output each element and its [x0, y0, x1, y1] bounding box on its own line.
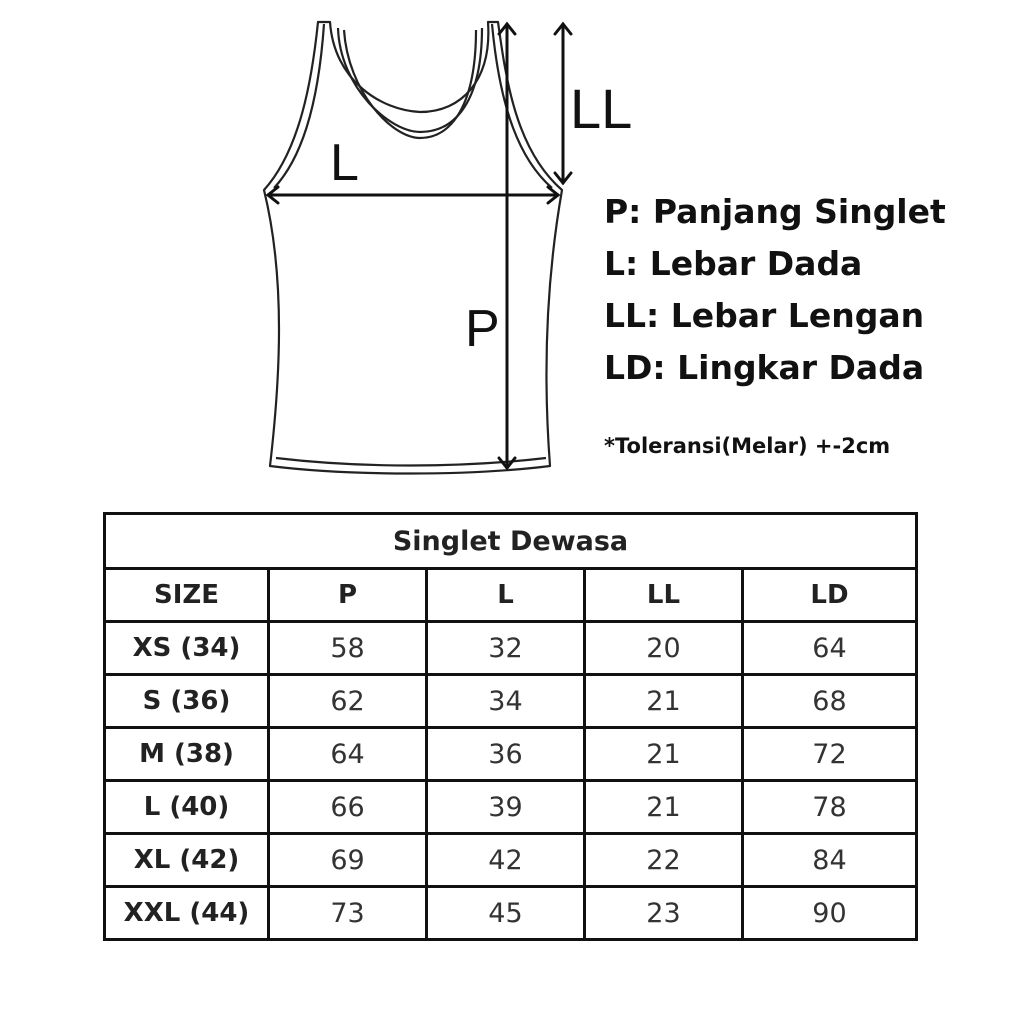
cell-l: 34 — [426, 675, 584, 728]
cell-p: 73 — [269, 887, 427, 940]
cell-ld: 64 — [742, 622, 916, 675]
label-P: P — [465, 300, 500, 358]
cell-ld: 68 — [742, 675, 916, 728]
cell-p: 64 — [269, 728, 427, 781]
legend-item-ll: LL: Lebar Lengan — [604, 296, 925, 335]
size-chart-table — [103, 512, 918, 941]
cell-p: 66 — [269, 781, 427, 834]
header-l: L — [426, 569, 584, 622]
header-size: SIZE — [105, 569, 269, 622]
tolerance-note: *Toleransi(Melar) +-2cm — [604, 434, 891, 458]
singlet-neckline-inner-2 — [344, 30, 476, 138]
cell-size: XXL (44) — [105, 887, 269, 940]
legend-item-l: L: Lebar Dada — [604, 244, 863, 283]
cell-ld: 84 — [742, 834, 916, 887]
cell-size: XL (42) — [105, 834, 269, 887]
cell-l: 32 — [426, 622, 584, 675]
cell-l: 42 — [426, 834, 584, 887]
legend-item-p: P: Panjang Singlet — [604, 192, 946, 231]
table-row — [105, 834, 917, 887]
cell-p: 62 — [269, 675, 427, 728]
cell-ld: 72 — [742, 728, 916, 781]
cell-p: 58 — [269, 622, 427, 675]
cell-ll: 21 — [584, 728, 742, 781]
table-row — [105, 675, 917, 728]
cell-size: L (40) — [105, 781, 269, 834]
table-title: Singlet Dewasa — [105, 514, 917, 569]
label-LL: LL — [570, 77, 633, 140]
cell-l: 45 — [426, 887, 584, 940]
cell-ll: 21 — [584, 781, 742, 834]
cell-size: S (36) — [105, 675, 269, 728]
singlet-neckline-inner — [338, 28, 482, 132]
cell-size: M (38) — [105, 728, 269, 781]
label-L: L — [330, 134, 359, 192]
cell-p: 69 — [269, 834, 427, 887]
header-ld: LD — [742, 569, 916, 622]
cell-l: 39 — [426, 781, 584, 834]
table-row — [105, 728, 917, 781]
measurement-legend — [604, 186, 946, 394]
table-row — [105, 887, 917, 940]
header-p: P — [269, 569, 427, 622]
cell-ld: 78 — [742, 781, 916, 834]
table-row — [105, 781, 917, 834]
header-ll: LL — [584, 569, 742, 622]
singlet-outline — [264, 22, 562, 474]
table-row — [105, 622, 917, 675]
cell-ll: 23 — [584, 887, 742, 940]
cell-l: 36 — [426, 728, 584, 781]
legend-item-ld: LD: Lingkar Dada — [604, 348, 925, 387]
cell-ll: 20 — [584, 622, 742, 675]
table-header-row — [105, 569, 917, 622]
cell-ll: 22 — [584, 834, 742, 887]
cell-size: XS (34) — [105, 622, 269, 675]
cell-ld: 90 — [742, 887, 916, 940]
cell-ll: 21 — [584, 675, 742, 728]
